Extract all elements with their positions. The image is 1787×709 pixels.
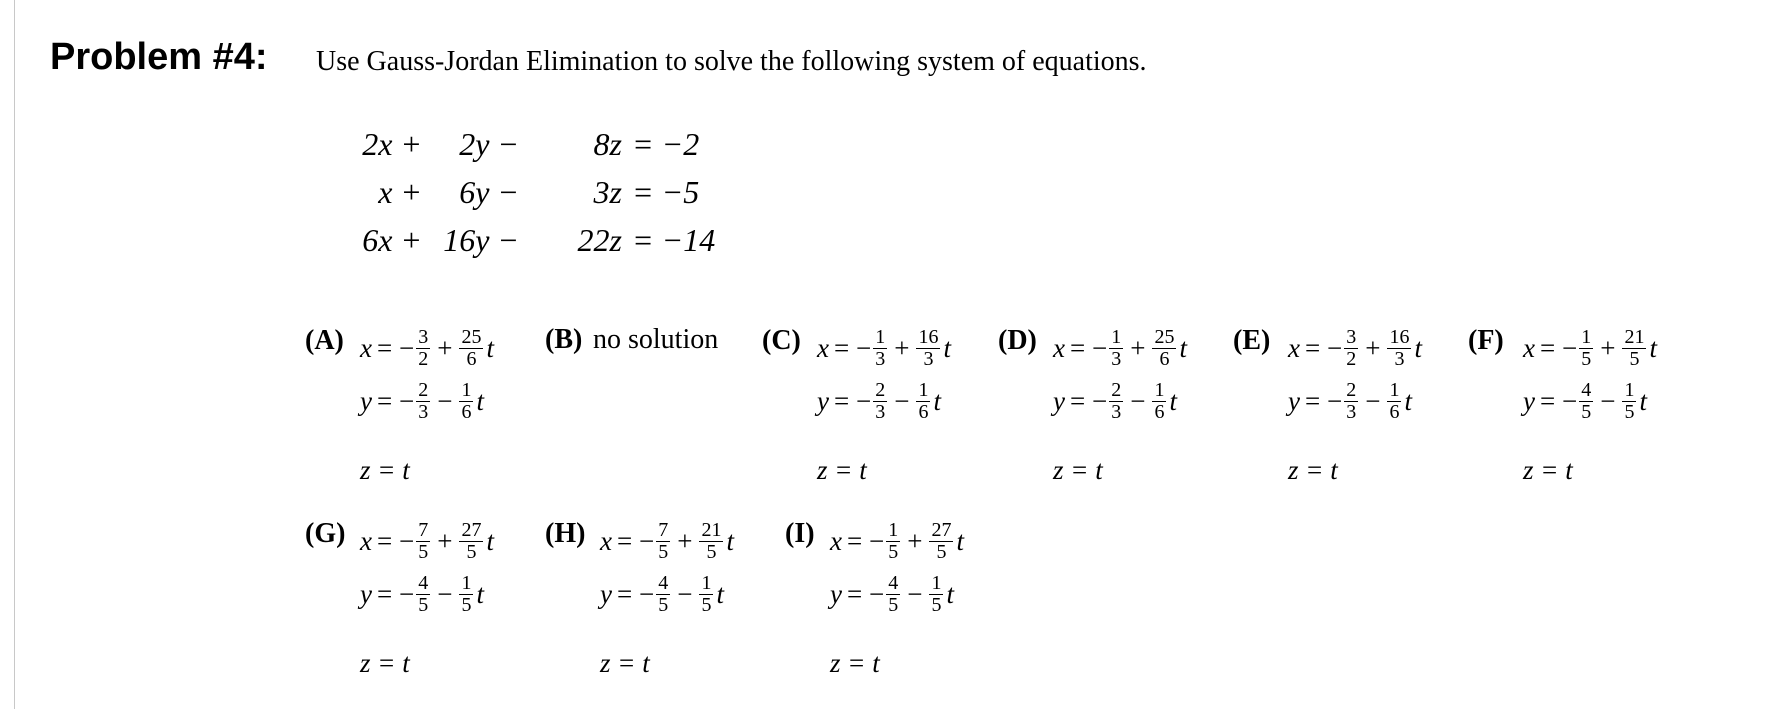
problem-instruction: Use Gauss-Jordan Elimination to solve the following system of equations. — [316, 46, 1147, 77]
fraction: $\frac{27}{5}$ — [931, 519, 952, 563]
fraction: $\frac{2}{3}$ — [418, 379, 429, 423]
left-border — [14, 0, 15, 709]
option-c-y-line: y = − $\frac{2}{3}$ − $\frac{1}{6}$ t — [817, 379, 941, 423]
option-e-z-line: z = t — [1288, 455, 1338, 485]
option-f-label: (F) — [1468, 325, 1504, 356]
fraction: $\frac{3}{2}$ — [418, 326, 429, 370]
fraction: $\frac{7}{5}$ — [418, 519, 429, 563]
option-c-z-line: z = t — [817, 455, 867, 485]
fraction: $\frac{4}{5}$ — [418, 572, 429, 616]
fraction: $\frac{27}{5}$ — [461, 519, 482, 563]
option-f-y-line: y = − $\frac{4}{5}$ − $\frac{1}{5}$ t — [1523, 379, 1647, 423]
option-i-z-line: z = t — [830, 648, 880, 678]
fraction: $\frac{2}{3}$ — [1111, 379, 1122, 423]
fraction: $\frac{25}{6}$ — [461, 326, 482, 370]
option-d-y-line: y = − $\frac{2}{3}$ − $\frac{1}{6}$ t — [1053, 379, 1177, 423]
option-b-text: no solution — [593, 324, 719, 355]
fraction: $\frac{1}{5}$ — [1581, 326, 1592, 370]
fraction: $\frac{1}{6}$ — [1154, 379, 1165, 423]
option-h-label: (H) — [545, 518, 586, 549]
fraction: $\frac{1}{5}$ — [931, 572, 942, 616]
option-h-x-line: x = − $\frac{7}{5}$ + $\frac{21}{5}$ t — [600, 519, 734, 563]
option-g-y-line: y = − $\frac{4}{5}$ − $\frac{1}{5}$ t — [360, 572, 484, 616]
option-e-x-line: x = − $\frac{3}{2}$ + $\frac{16}{3}$ t — [1288, 326, 1422, 370]
fraction: $\frac{1}{6}$ — [1389, 379, 1400, 423]
option-h-y-line: y = − $\frac{4}{5}$ − $\frac{1}{5}$ t — [600, 572, 724, 616]
option-a-x-line: x = − $\frac{3}{2}$ + $\frac{25}{6}$ t — [360, 326, 494, 370]
option-e-y-line: y = − $\frac{2}{3}$ − $\frac{1}{6}$ t — [1288, 379, 1412, 423]
fraction: $\frac{1}{6}$ — [461, 379, 472, 423]
option-a-y-line: y = − $\frac{2}{3}$ − $\frac{1}{6}$ t — [360, 379, 484, 423]
option-i-y-line: y = − $\frac{4}{5}$ − $\frac{1}{5}$ t — [830, 572, 954, 616]
fraction: $\frac{21}{5}$ — [701, 519, 722, 563]
option-i-x-line: x = − $\frac{1}{5}$ + $\frac{27}{5}$ t — [830, 519, 964, 563]
fraction: $\frac{25}{6}$ — [1154, 326, 1175, 370]
equation-3: 6x + 16y − 22z = −14 — [362, 222, 716, 258]
fraction: $\frac{2}{3}$ — [1346, 379, 1357, 423]
option-f-z-line: z = t — [1523, 455, 1573, 485]
fraction: $\frac{1}{6}$ — [918, 379, 929, 423]
fraction: $\frac{16}{3}$ — [918, 326, 939, 370]
option-d-label: (D) — [998, 325, 1037, 356]
fraction: $\frac{21}{5}$ — [1624, 326, 1645, 370]
fraction: $\frac{1}{3}$ — [875, 326, 886, 370]
fraction: $\frac{1}{5}$ — [701, 572, 712, 616]
option-g-x-line: x = − $\frac{7}{5}$ + $\frac{27}{5}$ t — [360, 519, 494, 563]
option-d-x-line: x = − $\frac{1}{3}$ + $\frac{25}{6}$ t — [1053, 326, 1187, 370]
option-a-label: (A) — [305, 325, 344, 356]
fraction: $\frac{1}{3}$ — [1111, 326, 1122, 370]
option-b-label: (B) — [545, 324, 583, 355]
fraction: $\frac{2}{3}$ — [875, 379, 886, 423]
option-a-z-line: z = t — [360, 455, 410, 485]
fraction: $\frac{7}{5}$ — [658, 519, 669, 563]
fraction: $\frac{16}{3}$ — [1389, 326, 1410, 370]
option-e-label: (E) — [1233, 325, 1271, 356]
option-g-label: (G) — [305, 518, 346, 549]
fraction: $\frac{1}{5}$ — [461, 572, 472, 616]
option-d-z-line: z = t — [1053, 455, 1103, 485]
option-i-label: (I) — [785, 518, 815, 549]
fraction: $\frac{1}{5}$ — [888, 519, 899, 563]
fraction: $\frac{4}{5}$ — [1581, 379, 1592, 423]
option-h-z-line: z = t — [600, 648, 650, 678]
fraction: $\frac{4}{5}$ — [658, 572, 669, 616]
equation-1: 2x + 2y − 8z = −2 — [362, 126, 700, 162]
fraction: $\frac{3}{2}$ — [1346, 326, 1357, 370]
fraction: $\frac{1}{5}$ — [1624, 379, 1635, 423]
option-c-x-line: x = − $\frac{1}{3}$ + $\frac{16}{3}$ t — [817, 326, 951, 370]
problem-title: Problem #4: — [50, 36, 268, 78]
option-f-x-line: x = − $\frac{1}{5}$ + $\frac{21}{5}$ t — [1523, 326, 1657, 370]
fraction: $\frac{4}{5}$ — [888, 572, 899, 616]
option-g-z-line: z = t — [360, 648, 410, 678]
option-c-label: (C) — [762, 325, 801, 356]
equation-2: x + 6y − 3z = −5 — [378, 174, 700, 210]
